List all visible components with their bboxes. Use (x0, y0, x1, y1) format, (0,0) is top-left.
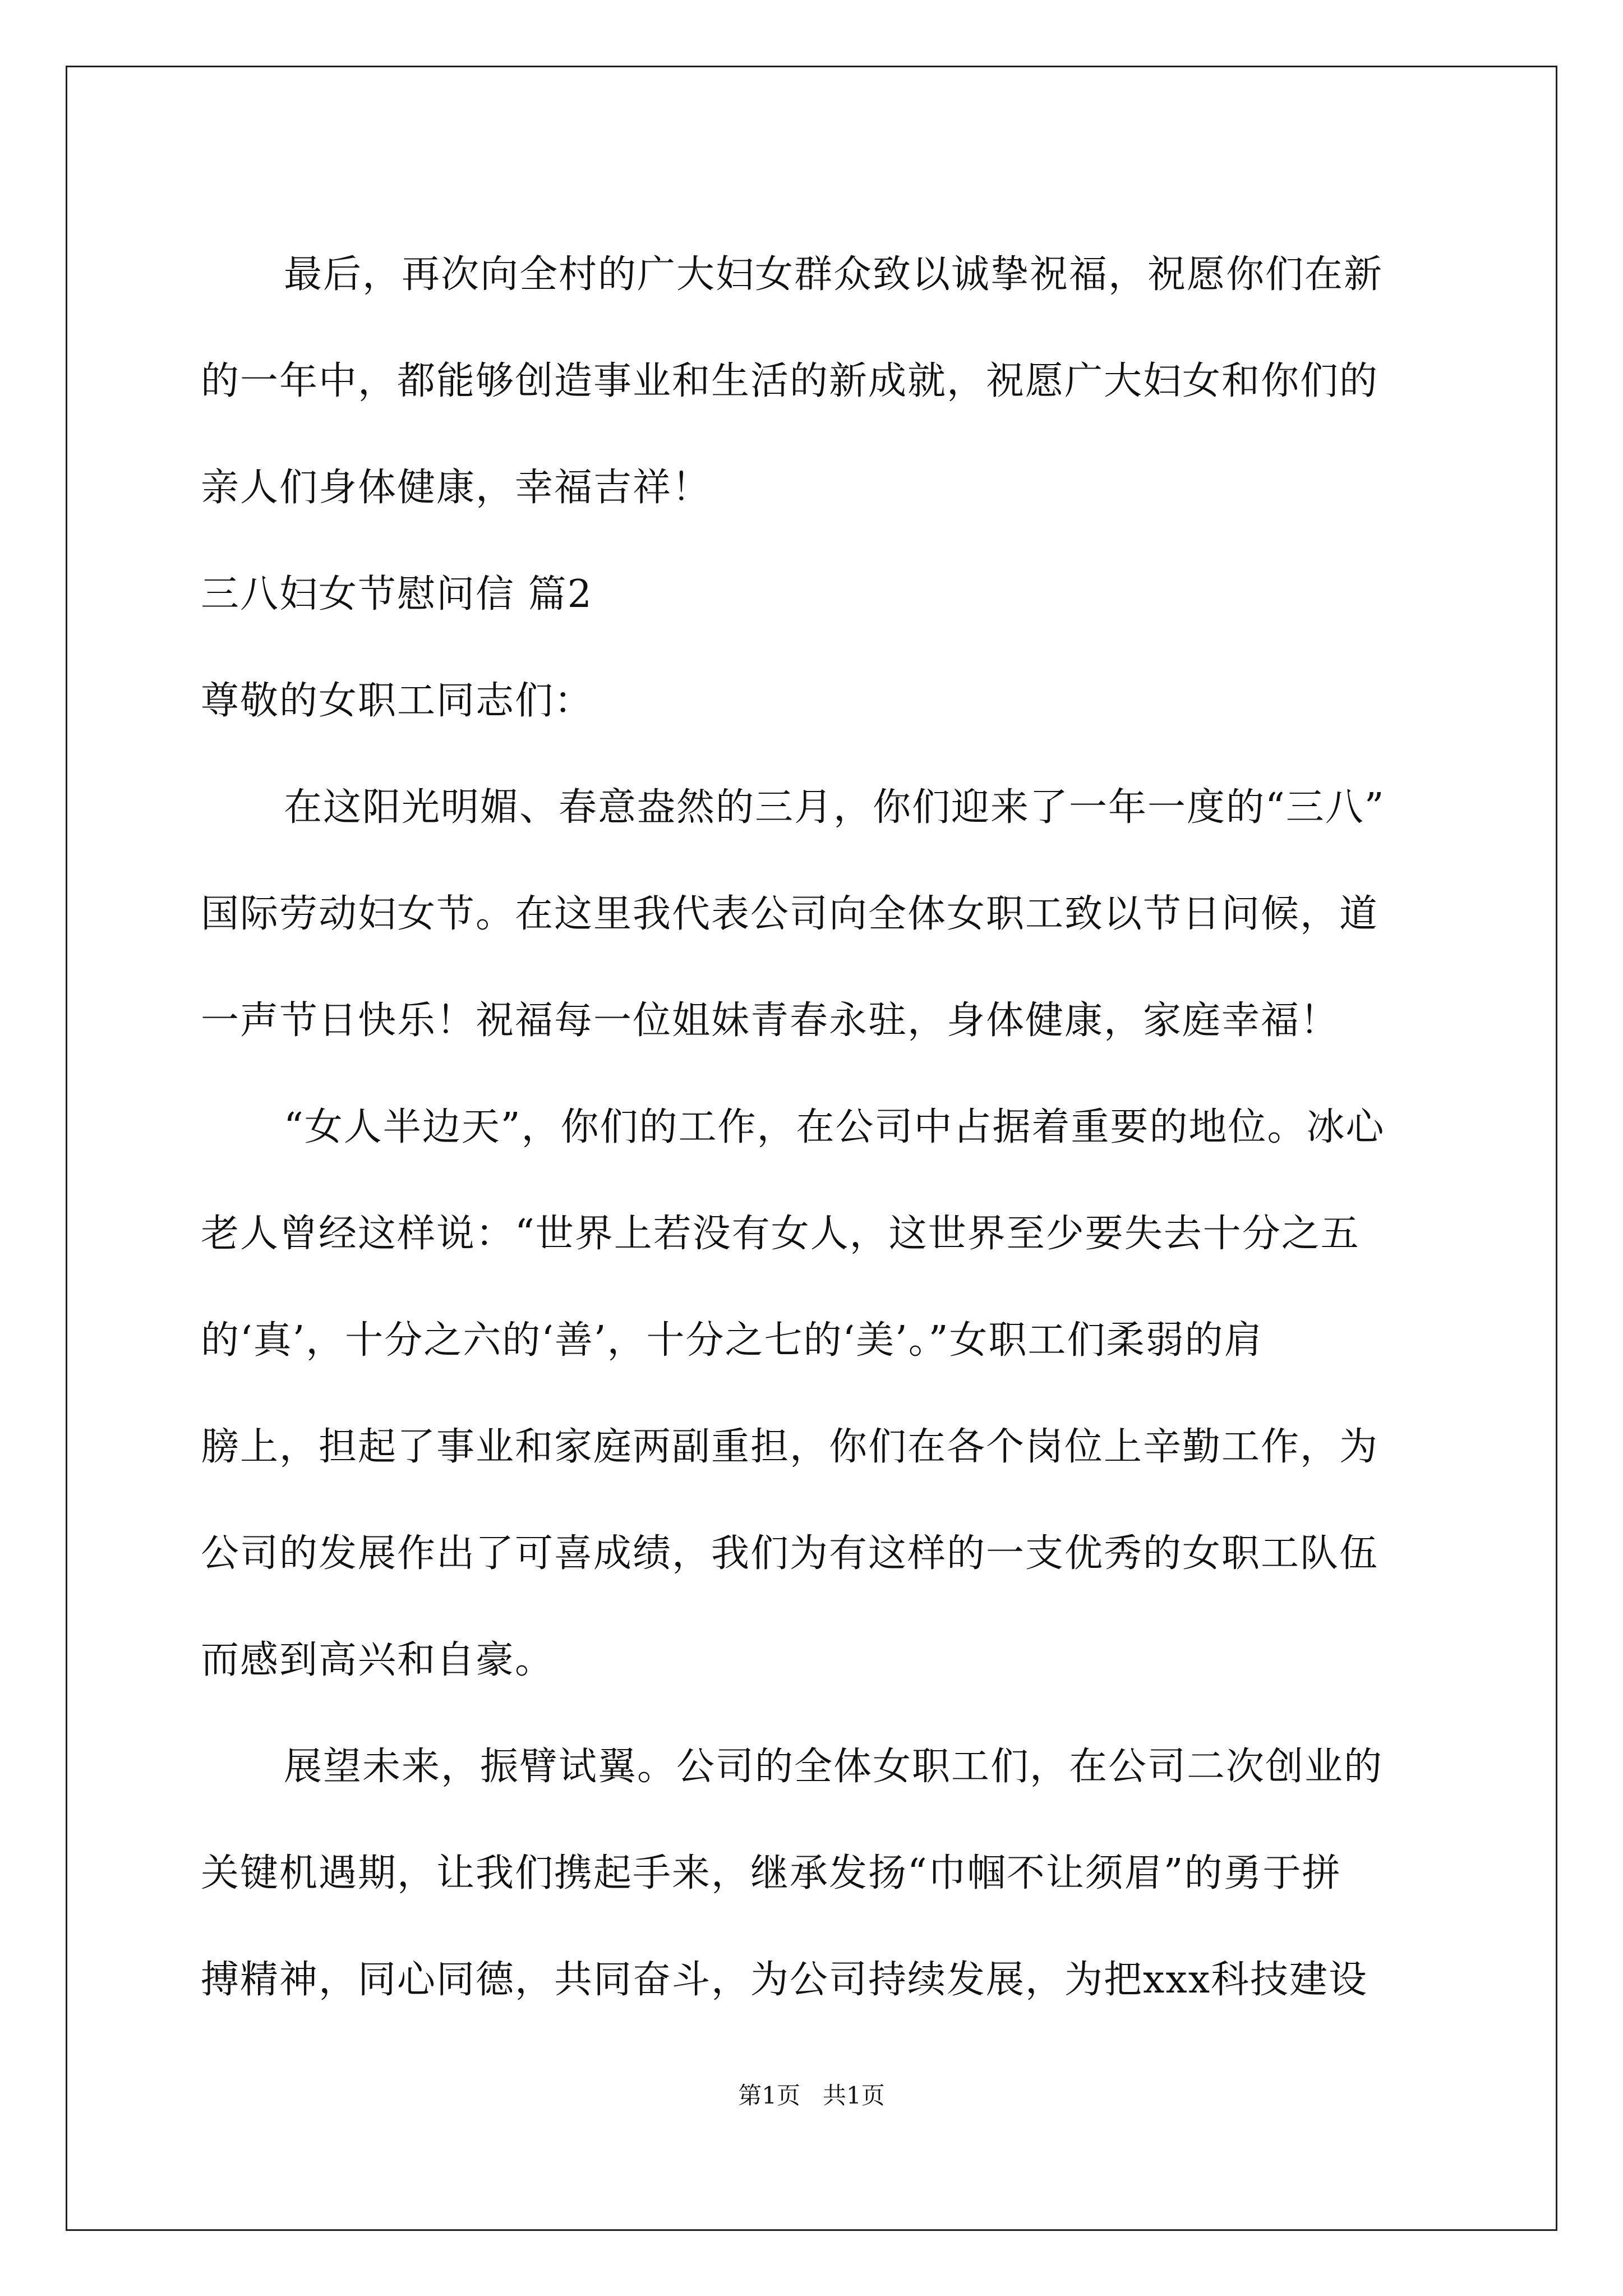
text-line: 亲人们身体健康，幸福吉祥！ (201, 466, 712, 510)
text-line: 展望未来，振臂试翼。公司的全体女职工们，在公司二次创业的 (284, 1745, 1384, 1789)
text-line: “女人半边天”，你们的工作，在公司中占据着重要的地位。冰心 (284, 1105, 1385, 1149)
text-line: 最后，再次向全村的广大妇女群众致以诚挚祝福，祝愿你们在新 (284, 252, 1384, 297)
text-line: 在这阳光明媚、春意盎然的三月，你们迎来了一年一度的“三八” (284, 785, 1385, 830)
text-line: 三八妇女节慰问信 篇2 (201, 572, 593, 616)
page-footer: 第1页 共1页 (738, 2082, 885, 2109)
text-line: 关键机遇期，让我们携起手来，继承发扬“巾帼不让须眉”的勇于拼 (201, 1851, 1341, 1895)
text-line: 膀上，担起了事业和家庭两副重担，你们在各个岗位上辛勤工作，为 (201, 1425, 1379, 1469)
text-line: 的一年中，都能够创造事业和生活的新成就，祝愿广大妇女和你们的 (201, 359, 1379, 403)
text-line: 一声节日快乐！祝福每一位姐妹青春永驻，身体健康，家庭幸福！ (201, 999, 1340, 1043)
text-line: 搏精神，同心同德，共同奋斗，为公司持续发展，为把xxx科技建设 (201, 1958, 1368, 2002)
text-line: 的‘真’，十分之六的‘善’，十分之七的‘美’。”女职工们柔弱的肩 (201, 1318, 1264, 1363)
text-line: 国际劳动妇女节。在这里我代表公司向全体女职工致以节日问候，道 (201, 892, 1379, 936)
text-line: 而感到高兴和自豪。 (201, 1638, 555, 1682)
text-line: 尊敬的女职工同志们： (201, 679, 594, 723)
document-body (201, 222, 1429, 2033)
text-line: 公司的发展作出了可喜成绩，我们为有这样的一支优秀的女职工队伍 (201, 1531, 1379, 1576)
text-line: 老人曾经这样说：“世界上若没有女人，这世界至少要失去十分之五 (201, 1212, 1360, 1256)
